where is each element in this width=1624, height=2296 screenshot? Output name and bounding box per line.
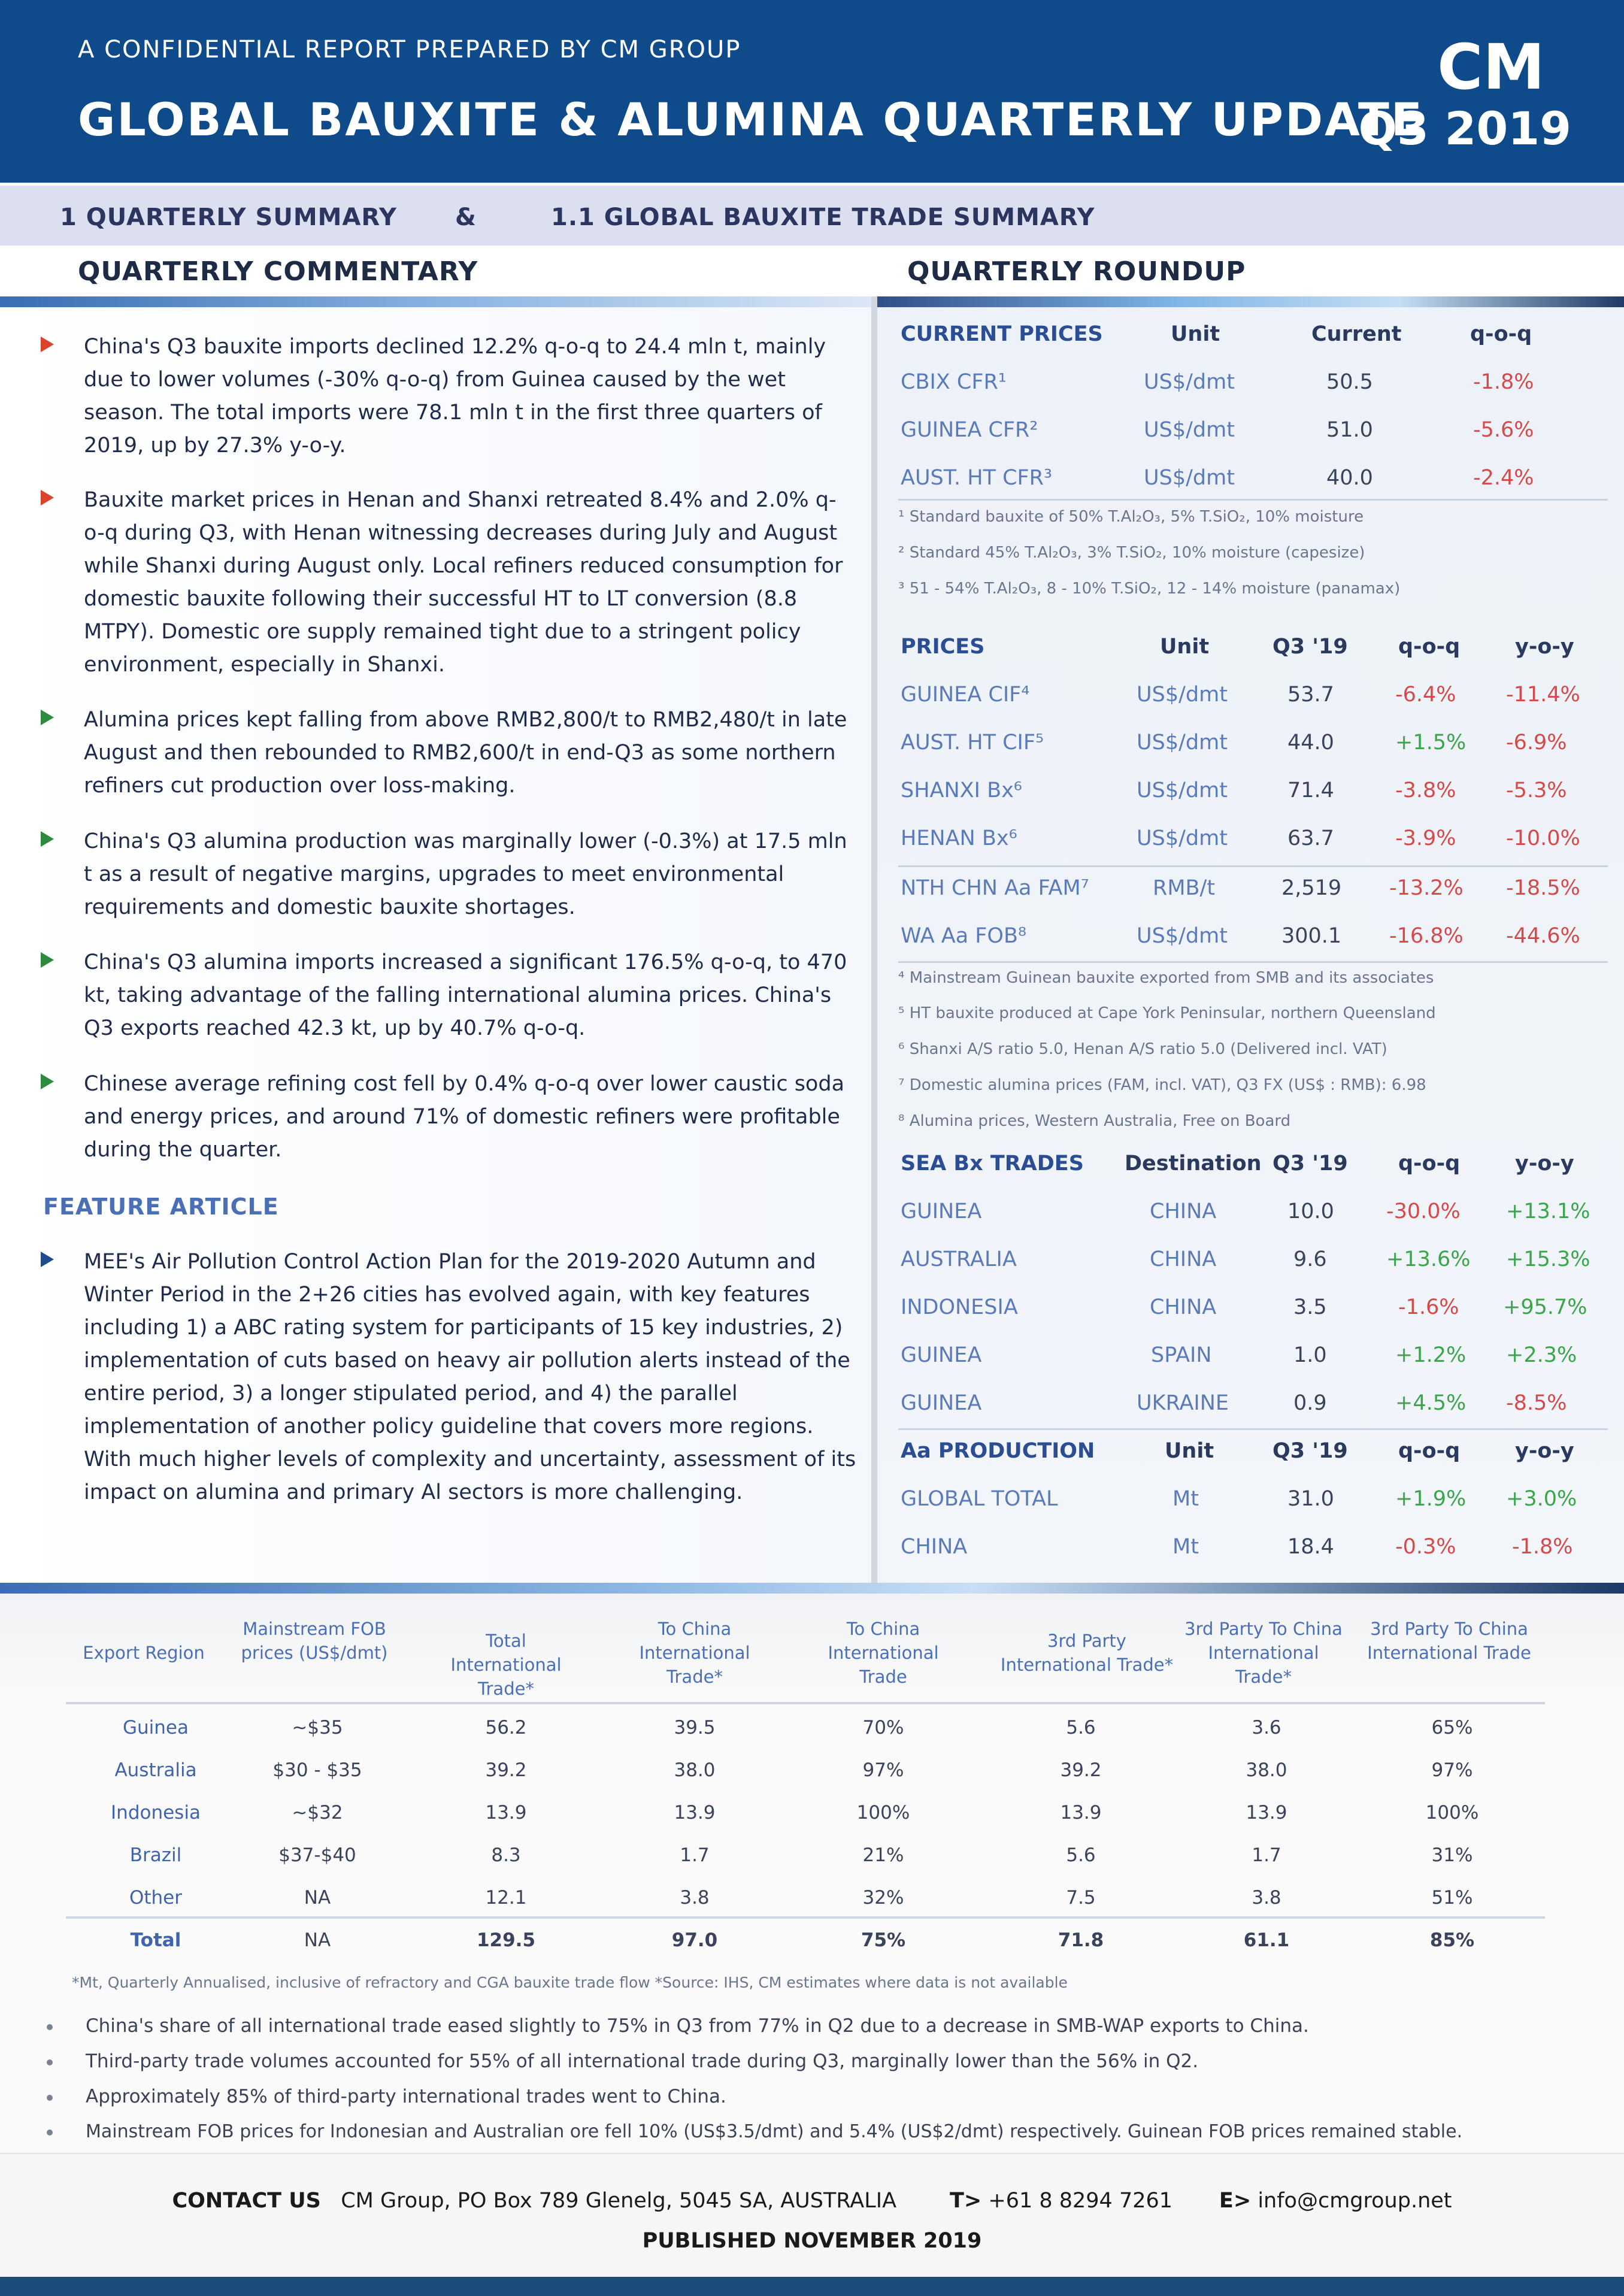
trade-cell: 38.0 — [1246, 1759, 1287, 1781]
trade-cell: 13.9 — [1060, 1802, 1102, 1824]
unit-cell: US$/dmt — [1137, 826, 1228, 850]
prices-table-alumina — [898, 865, 1608, 961]
change-cell: -1.8% — [1512, 1535, 1573, 1559]
unit-cell: US$/dmt — [1144, 418, 1235, 442]
destination-cell: SPAIN — [1151, 1343, 1212, 1367]
trade-cell: 13.9 — [485, 1802, 527, 1824]
section-label-summary: 1 QUARTERLY SUMMARY — [60, 204, 397, 231]
change-cell: -3.8% — [1395, 779, 1456, 802]
value-cell: 300.1 — [1281, 924, 1342, 948]
trade-bullet-text: China's share of all international trade eased slightly to 75% in Q3 from 77% in Q2 due to a decrease in SMB-WAP exports to China. — [86, 2015, 1309, 2037]
bullet-green-icon — [41, 710, 54, 725]
header-cell: Q3 '19 — [1272, 635, 1348, 659]
contact-line — [0, 2189, 1624, 2213]
trade-cell: 5.6 — [1066, 1844, 1096, 1866]
header-cell: 3rd Party To China International Trade* — [1184, 1619, 1343, 1687]
row-label: CBIX CFR¹ — [901, 370, 1007, 394]
value-cell: 53.7 — [1287, 683, 1334, 707]
trade-cell: 100% — [1425, 1802, 1479, 1824]
change-cell: -0.3% — [1395, 1535, 1456, 1559]
trade-cell: 3.8 — [680, 1887, 710, 1909]
header-cell: To China International Trade — [828, 1619, 939, 1687]
contact-address: CM Group, PO Box 789 Glenelg, 5045 SA, AUSTRALIA — [341, 2189, 897, 2213]
change-cell: +95.7% — [1503, 1295, 1587, 1319]
row-label: HENAN Bx⁶ — [901, 826, 1017, 850]
trade-bullet-text: Third-party trade volumes accounted for 55% of all international trade during Q3, marginally lower than the 56% in Q2. — [86, 2050, 1199, 2072]
change-cell: +1.5% — [1395, 731, 1467, 755]
total-cell: 129.5 — [476, 1930, 536, 1951]
feature-text: MEE's Air Pollution Control Action Plan for the 2019-2020 Autumn and Winter Period in the 2+26 cities has evolved again, with key features including 1) a ABC rating system for participants of 15 key industries, 2) implementation of cuts based on heavy air pollution alerts instead of the entire period, 3) a longer stipulated period, and 4) the parallel implementation of another policy guideline that covers more regions. With much higher levels of complexity and uncertainty, assessment of its impact on alumina and primary Al sectors is more challenging. — [84, 1250, 856, 1504]
trade-bullet-text: Approximately 85% of third-party international trades went to China. — [86, 2086, 726, 2107]
change-cell: +13.1% — [1506, 1200, 1590, 1223]
table-row — [898, 359, 1608, 407]
table-note: ² Standard 45% T.Al₂O₃, 3% T.SiO₂, 10% moisture (capesize) — [898, 544, 1365, 562]
bullet-dot-icon — [47, 2024, 53, 2030]
value-cell: 10.0 — [1287, 1200, 1334, 1223]
table-rule — [898, 961, 1608, 963]
value-cell: 0.9 — [1293, 1391, 1327, 1415]
section-bar — [0, 186, 1624, 246]
trade-cell: 7.5 — [1066, 1887, 1096, 1909]
trade-bullet — [47, 2050, 1198, 2072]
table-row — [898, 672, 1608, 720]
value-cell: 18.4 — [1287, 1535, 1334, 1559]
roundup-heading: QUARTERLY ROUNDUP — [907, 256, 1246, 287]
bullet-red-icon — [41, 490, 54, 505]
table-note: ⁷ Domestic alumina prices (FAM, incl. VAT), Q3 FX (US$ : RMB): 6.98 — [898, 1076, 1426, 1094]
region-label: Guinea — [123, 1717, 189, 1738]
unit-cell: US$/dmt — [1137, 924, 1228, 948]
header-cell: Current — [1311, 322, 1402, 346]
change-cell: -5.6% — [1473, 418, 1534, 442]
row-label: INDONESIA — [901, 1295, 1018, 1319]
table-rule — [66, 1916, 1545, 1919]
bullet-green-icon — [41, 1074, 54, 1089]
commentary-text: China's Q3 alumina imports increased a significant 176.5% q-o-q, to 470 kt, taking advantage of the falling international alumina prices. China's Q3 exports reached 42.3 kt, up by 40.7% q-o-q. — [84, 950, 847, 1040]
row-label: GUINEA — [901, 1391, 982, 1415]
trade-cell: 8.3 — [491, 1844, 521, 1866]
total-cell: NA — [304, 1930, 331, 1951]
change-cell: -1.8% — [1473, 370, 1534, 394]
table-note: ⁵ HT bauxite produced at Cape York Peninsular, northern Queensland — [898, 1004, 1436, 1022]
table-row — [898, 1285, 1608, 1332]
destination-cell: CHINA — [1150, 1200, 1217, 1223]
trade-cell: ~$35 — [292, 1717, 343, 1738]
change-cell: -16.8% — [1389, 924, 1464, 948]
report-subtitle: A CONFIDENTIAL REPORT PREPARED BY CM GROUP — [78, 36, 741, 63]
commentary-text: China's Q3 bauxite imports declined 12.2% q-o-q to 24.4 mln t, mainly due to lower volumes (-30% q-o-q) from Guinea caused by the wet season. The total imports were 78.1 mln t in the first three quarters of 2019, up by 27.3% y-o-y. — [84, 335, 826, 458]
sea-trades-table — [898, 1141, 1608, 1428]
trade-cell: 12.1 — [485, 1887, 527, 1909]
feature-bullet — [36, 1246, 856, 1509]
destination-cell: UKRAINE — [1137, 1391, 1229, 1415]
commentary-text: Bauxite market prices in Henan and Shanxi retreated 8.4% and 2.0% q-o-q during Q3, with Henan witnessing decreases during July and August while Shanxi during August only. Local refiners reduced consumption for domestic bauxite following their successful HT to LT conversion (8.8 MTPY). Domestic ore supply remained tight due to a stringent policy environment, especially in Shanxi. — [84, 488, 843, 677]
trade-cell: 65% — [1431, 1717, 1473, 1738]
trade-cell: 32% — [862, 1887, 904, 1909]
section-label-trade: 1.1 GLOBAL BAUXITE TRADE SUMMARY — [551, 204, 1095, 231]
change-cell: -8.5% — [1506, 1391, 1567, 1415]
email-label: E> — [1219, 2189, 1252, 2213]
commentary-heading: QUARTERLY COMMENTARY — [78, 256, 478, 287]
commentary-bullet — [36, 484, 856, 681]
total-cell: 97.0 — [671, 1930, 718, 1951]
table-row — [898, 1237, 1608, 1285]
change-cell: -2.4% — [1473, 466, 1534, 490]
commentary-text: Alumina prices kept falling from above RMB2,800/t to RMB2,480/t in late August and then rebounded to RMB2,600/t in end-Q3 as some northern refiners cut production over loss-making. — [84, 708, 847, 798]
trade-cell: 3.6 — [1252, 1717, 1281, 1738]
change-cell: -5.3% — [1506, 779, 1567, 802]
change-cell: -3.9% — [1395, 826, 1456, 850]
header-cell: Export Region — [83, 1643, 205, 1663]
table-row — [898, 1476, 1608, 1524]
commentary-bullet — [36, 825, 856, 924]
section-amp: & — [455, 204, 477, 231]
trade-cell: 100% — [856, 1802, 910, 1824]
region-label: Brazil — [129, 1844, 182, 1866]
change-cell: -6.9% — [1506, 731, 1567, 755]
change-cell: +1.2% — [1395, 1343, 1467, 1367]
column-separator — [871, 296, 877, 1590]
unit-cell: US$/dmt — [1144, 466, 1235, 490]
commentary-bullet — [36, 946, 856, 1045]
row-label: GUINEA — [901, 1200, 982, 1223]
table-note: ⁴ Mainstream Guinean bauxite exported from SMB and its associates — [898, 969, 1434, 987]
row-label: AUST. HT CFR³ — [901, 466, 1052, 490]
table-row — [898, 816, 1608, 864]
commentary-bullet — [36, 331, 856, 462]
svg-text:CM: CM — [1437, 41, 1545, 92]
region-label: Indonesia — [111, 1802, 201, 1824]
header-cell: Q3 '19 — [1272, 1152, 1348, 1176]
trade-table-note: *Mt, Quarterly Annualised, inclusive of refractory and CGA bauxite trade flow *Source: IHS, CM estimates where data is not available — [72, 1974, 1068, 1991]
table-row — [898, 1189, 1608, 1237]
row-label: GUINEA CIF⁴ — [901, 683, 1030, 707]
header-cell: y-o-y — [1515, 1152, 1574, 1176]
bullet-blue-icon — [41, 1252, 54, 1267]
header-cell: PRICES — [901, 635, 985, 659]
trade-cell: 1.7 — [1252, 1844, 1281, 1866]
trade-cell: 13.9 — [674, 1802, 716, 1824]
divider — [0, 296, 871, 307]
trade-cell: 97% — [862, 1759, 904, 1781]
region-label: Australia — [114, 1759, 197, 1781]
contact-phone[interactable]: +61 8 8294 7261 — [988, 2189, 1173, 2213]
trade-cell: 38.0 — [674, 1759, 716, 1781]
value-cell: 2,519 — [1281, 876, 1342, 900]
trade-cell: 13.9 — [1246, 1802, 1287, 1824]
published-date: PUBLISHED NOVEMBER 2019 — [642, 2229, 982, 2253]
header-cell: Total International Trade* — [450, 1631, 562, 1699]
trade-cell: 39.5 — [674, 1717, 716, 1738]
trade-cell: 97% — [1431, 1759, 1473, 1781]
trade-cell: 21% — [862, 1844, 904, 1866]
total-cell: 71.8 — [1058, 1930, 1104, 1951]
bullet-dot-icon — [47, 2095, 53, 2101]
table-row — [898, 455, 1608, 503]
trade-cell: 51% — [1431, 1887, 1473, 1909]
commentary-bullet — [36, 1068, 856, 1167]
unit-cell: US$/dmt — [1137, 683, 1228, 707]
unit-cell: Mt — [1172, 1535, 1199, 1559]
table-row — [898, 913, 1608, 961]
value-cell: 51.0 — [1326, 418, 1373, 442]
change-cell: -1.6% — [1398, 1295, 1459, 1319]
table-note: ⁶ Shanxi A/S ratio 5.0, Henan A/S ratio 5.0 (Delivered incl. VAT) — [898, 1040, 1387, 1058]
header-cell: To China International Trade* — [639, 1619, 750, 1687]
table-row — [898, 1380, 1608, 1428]
trade-bullet — [47, 2015, 1309, 2037]
header-cell: y-o-y — [1515, 1439, 1574, 1463]
header-cell: q-o-q — [1470, 322, 1532, 346]
footer-bar — [0, 2277, 1624, 2296]
change-cell: -30.0% — [1386, 1200, 1461, 1223]
total-cell: 61.1 — [1243, 1930, 1290, 1951]
destination-cell: CHINA — [1150, 1247, 1217, 1271]
feature-heading: FEATURE ARTICLE — [43, 1194, 279, 1220]
trade-bullet — [47, 2086, 726, 2107]
trade-cell: 1.7 — [680, 1844, 710, 1866]
production-table — [898, 1428, 1608, 1572]
total-cell: 75% — [861, 1930, 906, 1951]
value-cell: 31.0 — [1287, 1487, 1334, 1511]
destination-cell: CHINA — [1150, 1295, 1217, 1319]
change-cell: -10.0% — [1506, 826, 1580, 850]
change-cell: +1.9% — [1395, 1487, 1467, 1511]
row-label: AUSTRALIA — [901, 1247, 1017, 1271]
unit-cell: Mt — [1172, 1487, 1199, 1511]
report-quarter: Q3 2019 — [1358, 102, 1571, 155]
change-cell: +13.6% — [1386, 1247, 1471, 1271]
change-cell: -13.2% — [1389, 876, 1464, 900]
divider — [0, 1583, 1624, 1594]
trade-bullet-text: Mainstream FOB prices for Indonesian and Australian ore fell 10% (US$3.5/dmt) and 5.4% (US$2/dmt) respectively. Guinean FOB prices remained stable. — [86, 2121, 1463, 2142]
trade-cell: $37-$40 — [278, 1844, 356, 1866]
trade-cell: NA — [304, 1887, 331, 1909]
total-label: Total — [130, 1930, 181, 1951]
header-cell: q-o-q — [1398, 1152, 1461, 1176]
row-label: SHANXI Bx⁶ — [901, 779, 1022, 802]
row-label: AUST. HT CIF⁵ — [901, 731, 1044, 755]
change-cell: +2.3% — [1506, 1343, 1577, 1367]
unit-cell: US$/dmt — [1144, 370, 1235, 394]
trade-cell: 39.2 — [485, 1759, 527, 1781]
header-cell: y-o-y — [1515, 635, 1574, 659]
value-cell: 9.6 — [1293, 1247, 1327, 1271]
trade-cell: 3.8 — [1252, 1887, 1281, 1909]
header-cell: SEA Bx TRADES — [901, 1152, 1084, 1176]
header-cell: Destination — [1125, 1152, 1262, 1176]
table-rule — [898, 499, 1608, 501]
prices-table — [898, 624, 1608, 864]
row-label: NTH CHN Aa FAM⁷ — [901, 876, 1089, 900]
trade-cell: 31% — [1431, 1844, 1473, 1866]
header-cell: Unit — [1160, 635, 1210, 659]
table-header-row — [898, 1428, 1608, 1476]
commentary-bullet — [36, 704, 856, 802]
table-header-row — [898, 311, 1608, 359]
value-cell: 50.5 — [1326, 370, 1373, 394]
bullet-green-icon — [41, 952, 54, 968]
row-label: WA Aa FOB⁸ — [901, 924, 1026, 948]
trade-cell: 70% — [862, 1717, 904, 1738]
unit-cell: US$/dmt — [1137, 731, 1228, 755]
row-label: CHINA — [901, 1535, 968, 1559]
value-cell: 71.4 — [1287, 779, 1334, 802]
header-cell: Unit — [1171, 322, 1220, 346]
value-cell: 1.0 — [1293, 1343, 1327, 1367]
bullet-green-icon — [41, 831, 54, 847]
table-header-row — [898, 624, 1608, 672]
table-row — [898, 1332, 1608, 1380]
trade-cell: 5.6 — [1066, 1717, 1096, 1738]
value-cell: 44.0 — [1287, 731, 1334, 755]
region-label: Other — [129, 1887, 183, 1909]
unit-cell: RMB/t — [1153, 876, 1216, 900]
report-title: GLOBAL BAUXITE & ALUMINA QUARTERLY UPDATE — [78, 93, 1424, 146]
table-rule — [66, 1702, 1545, 1704]
table-note: ⁸ Alumina prices, Western Australia, Free on Board — [898, 1112, 1291, 1130]
change-cell: +15.3% — [1506, 1247, 1590, 1271]
table-note: ³ 51 - 54% T.Al₂O₃, 8 - 10% T.SiO₂, 12 - 14% moisture (panamax) — [898, 580, 1401, 598]
contact-email[interactable]: info@cmgroup.net — [1258, 2189, 1452, 2213]
trade-cell: ~$32 — [292, 1802, 343, 1824]
header-cell: 3rd Party To China International Trade — [1367, 1619, 1531, 1663]
change-cell: +3.0% — [1506, 1487, 1577, 1511]
value-cell: 40.0 — [1326, 466, 1373, 490]
table-row — [898, 768, 1608, 816]
bullet-red-icon — [41, 337, 54, 352]
divider — [874, 296, 1624, 307]
header-cell: Mainstream FOB prices (US$/dmt) — [241, 1619, 388, 1663]
value-cell: 63.7 — [1287, 826, 1334, 850]
change-cell: +4.5% — [1395, 1391, 1467, 1415]
table-header-row — [898, 1141, 1608, 1189]
header-cell: 3rd Party International Trade* — [1000, 1631, 1174, 1675]
footer — [0, 2153, 1624, 2277]
trade-cell: 56.2 — [485, 1717, 527, 1738]
current-prices-table — [898, 311, 1608, 503]
row-label: GUINEA CFR² — [901, 418, 1038, 442]
change-cell: -44.6% — [1506, 924, 1580, 948]
commentary-text: Chinese average refining cost fell by 0.4% q-o-q over lower caustic soda and energy prices, and around 71% of domestic refiners were profitable during the quarter. — [84, 1072, 845, 1162]
phone-label: T> — [950, 2189, 982, 2213]
table-row — [898, 720, 1608, 768]
trade-bullet — [47, 2121, 1462, 2142]
trade-cell: 39.2 — [1060, 1759, 1102, 1781]
table-row — [898, 407, 1608, 455]
bullet-dot-icon — [47, 2059, 53, 2065]
row-label: GLOBAL TOTAL — [901, 1487, 1058, 1511]
total-cell: 85% — [1429, 1930, 1475, 1951]
contact-label: CONTACT US — [172, 2189, 321, 2213]
header-cell: Aa PRODUCTION — [901, 1439, 1095, 1463]
unit-cell: US$/dmt — [1137, 779, 1228, 802]
change-cell: -6.4% — [1395, 683, 1456, 707]
trade-summary-panel — [0, 1594, 1624, 2156]
table-note: ¹ Standard bauxite of 50% T.Al₂O₃, 5% T.SiO₂, 10% moisture — [898, 508, 1364, 526]
change-cell: -18.5% — [1506, 876, 1580, 900]
table-row — [898, 865, 1608, 913]
cm-logo-icon — [1437, 41, 1545, 92]
commentary-text: China's Q3 alumina production was marginally lower (-0.3%) at 17.5 mln t as a result of negative margins, upgrades to meet environmental requirements and domestic bauxite shortages. — [84, 829, 847, 919]
header-cell: q-o-q — [1398, 635, 1461, 659]
row-label: GUINEA — [901, 1343, 982, 1367]
bullet-dot-icon — [47, 2130, 53, 2136]
header-cell: q-o-q — [1398, 1439, 1461, 1463]
header-cell: Q3 '19 — [1272, 1439, 1348, 1463]
header-cell: Unit — [1165, 1439, 1214, 1463]
trade-cell: $30 - $35 — [272, 1759, 362, 1781]
value-cell: 3.5 — [1293, 1295, 1327, 1319]
table-row — [898, 1524, 1608, 1572]
change-cell: -11.4% — [1506, 683, 1580, 707]
report-header — [0, 0, 1624, 183]
header-cell: CURRENT PRICES — [901, 322, 1103, 346]
